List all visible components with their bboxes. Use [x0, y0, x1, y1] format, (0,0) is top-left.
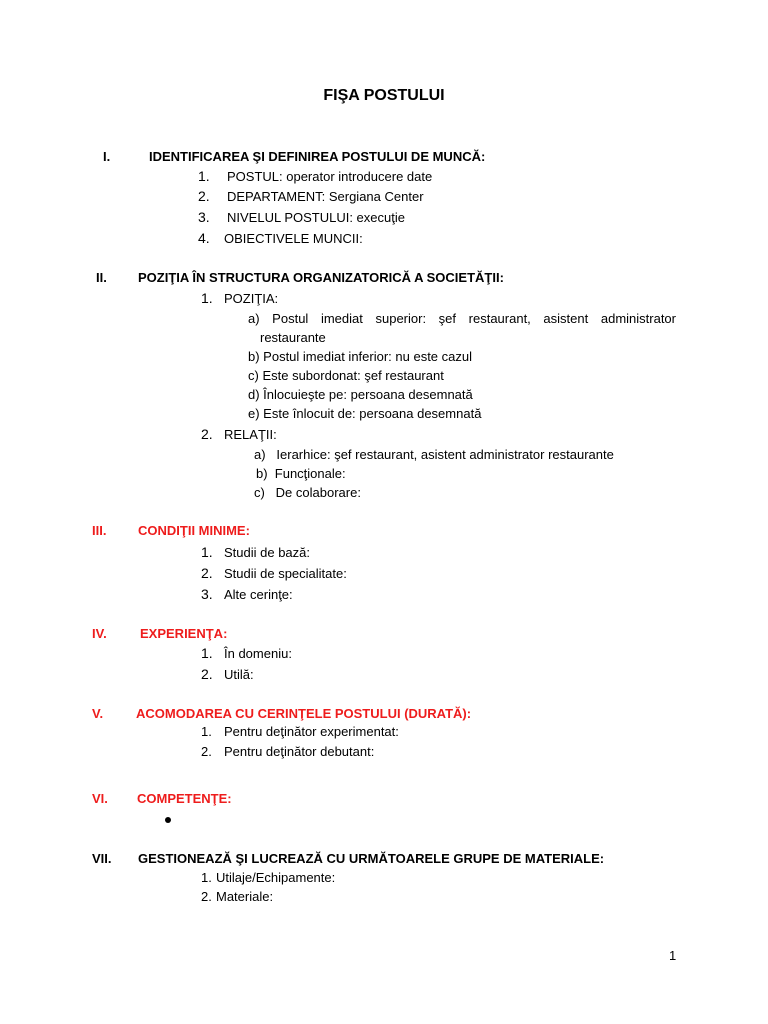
item-text-studii-baza: Studii de bază:	[224, 545, 311, 560]
item-text-in-domeniu: În domeniu:	[224, 646, 292, 661]
item-number: 4.	[198, 230, 210, 246]
item-number: 3.	[201, 586, 213, 602]
item-text-debutant: Pentru deţinător debutant:	[224, 744, 375, 759]
subitem-subordonat: c) Este subordonat: şef restaurant	[248, 368, 444, 383]
item-number: 3.	[198, 209, 210, 225]
section-numeral-2: II.	[96, 270, 107, 285]
item-number: 2.	[198, 188, 210, 204]
section-heading-6: COMPETENŢE:	[137, 791, 232, 806]
section-numeral-6: VI.	[92, 791, 108, 806]
item-text-nivel: NIVELUL POSTULUI: execuţie	[227, 210, 405, 225]
item-number: 2.	[201, 666, 213, 682]
page-number: 1	[669, 948, 677, 963]
section-heading-4: EXPERIENŢA:	[140, 626, 228, 641]
item-number: 2.	[201, 565, 213, 581]
section-numeral-5: V.	[92, 706, 104, 721]
bullet-point	[165, 817, 171, 823]
document-title: FIŞA POSTULUI	[323, 87, 445, 104]
item-number: 2.	[201, 889, 212, 904]
item-number: 1.	[201, 290, 213, 306]
subitem-functionale: b) Funcţionale:	[256, 466, 346, 481]
section-heading-1: IDENTIFICAREA ŞI DEFINIREA POSTULUI DE MUNCĂ:	[149, 149, 486, 164]
item-number: 2.	[201, 426, 213, 442]
section-numeral-1: I.	[103, 149, 111, 164]
item-number: 1.	[201, 645, 213, 661]
item-text-experimentat: Pentru deţinător experimentat:	[224, 724, 399, 739]
subitem-superior: a) Postul imediat superior: şef restaurant, asistent administrator	[248, 311, 676, 326]
item-text-pozitia: POZIŢIA:	[224, 291, 279, 306]
subitem-superior-continued: restaurante	[260, 330, 326, 345]
item-text-obiective: OBIECTIVELE MUNCII:	[224, 231, 363, 246]
item-text-utila: Utilă:	[224, 667, 254, 682]
section-numeral-3: III.	[92, 523, 107, 538]
item-text-departament: DEPARTAMENT: Sergiana Center	[227, 189, 424, 204]
item-text-postul: POSTUL: operator introducere date	[227, 169, 433, 184]
item-number: 1.	[198, 168, 210, 184]
item-text-studii-specialitate: Studii de specialitate:	[224, 566, 347, 581]
item-text-alte-cerinte: Alte cerinţe:	[224, 587, 293, 602]
section-heading-2: POZIŢIA ÎN STRUCTURA ORGANIZATORICĂ A SOCIETĂŢII:	[138, 270, 504, 285]
item-text-materiale: Materiale:	[216, 889, 274, 904]
subitem-colaborare: c) De colaborare:	[254, 485, 361, 500]
section-numeral-4: IV.	[92, 626, 107, 641]
section-heading-7: GESTIONEAZĂ ŞI LUCREAZĂ CU URMĂTOARELE GRUPE DE MATERIALE:	[138, 851, 605, 866]
section-heading-5: ACOMODAREA CU CERINŢELE POSTULUI (DURATĂ):	[136, 706, 472, 721]
item-number: 1.	[201, 544, 213, 560]
subitem-ierarhice: a) Ierarhice: şef restaurant, asistent administrator restaurante	[254, 447, 614, 462]
item-text-utilaje: Utilaje/Echipamente:	[216, 870, 336, 885]
subitem-inlocuit: e) Este înlocuit de: persoana desemnată	[248, 406, 482, 421]
subitem-inferior: b) Postul imediat inferior: nu este cazul	[248, 349, 472, 364]
section-numeral-7: VII.	[92, 851, 112, 866]
item-text-relatii: RELAŢII:	[224, 427, 277, 442]
item-number: 1.	[201, 870, 212, 885]
subitem-inlocuieste: d) Înlocuieşte pe: persoana desemnată	[248, 387, 473, 402]
item-number: 2.	[201, 744, 212, 759]
section-heading-3: CONDIŢII MINIME:	[138, 523, 250, 538]
item-number: 1.	[201, 724, 212, 739]
